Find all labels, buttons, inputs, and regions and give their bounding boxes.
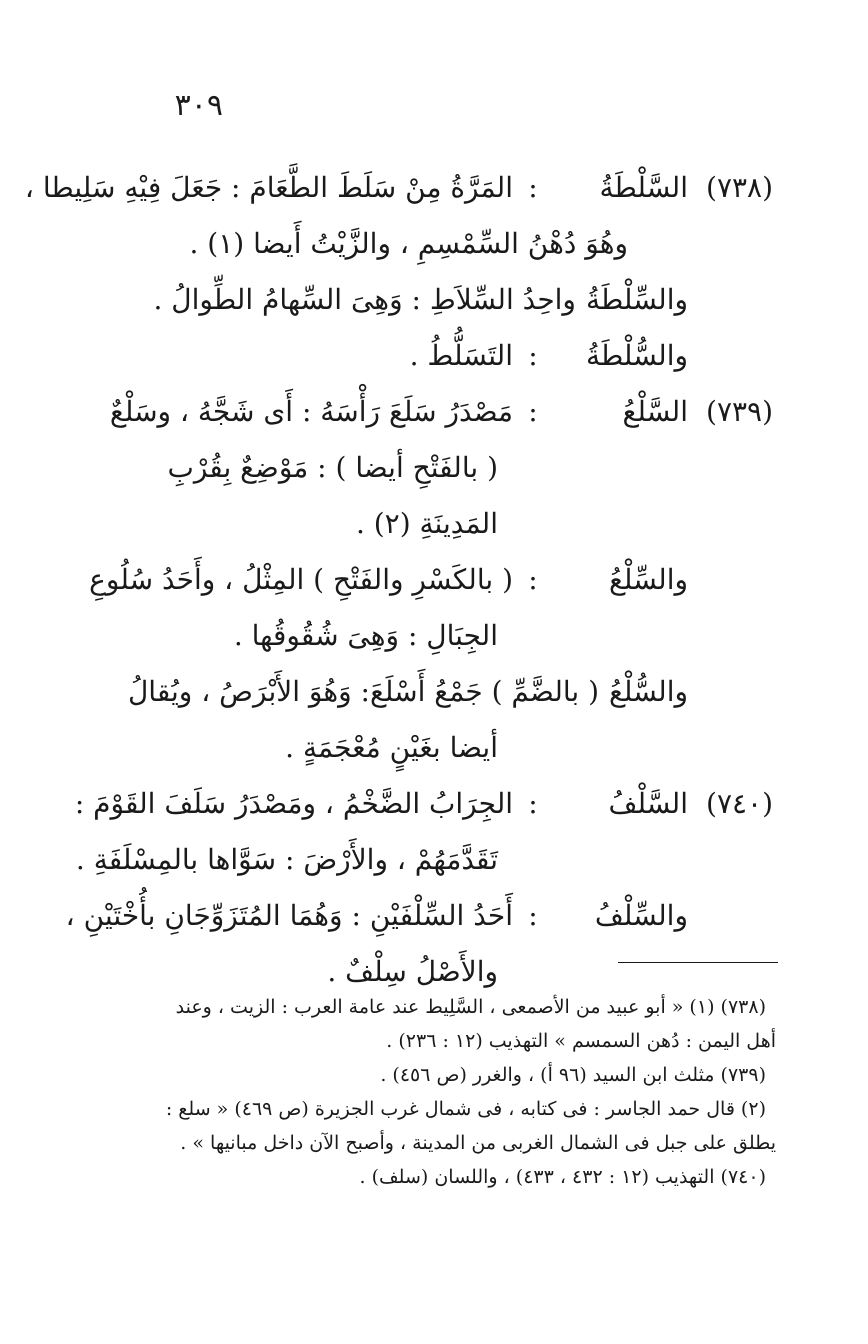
- entry-headword: والسُّلْطَةُ: [585, 339, 688, 372]
- entry-separator: :: [528, 899, 538, 932]
- entry-continuation: والأَصْلُ سِلْفٌ .: [327, 955, 498, 988]
- entry-continuation: وهُوَ دُهْنُ السِّمْسِمِ ، والزَّيْتُ أَيضا (١) .: [189, 227, 628, 260]
- entry-continuation: أيضا بغَيْنٍ مُعْجَمَةٍ .: [285, 731, 498, 764]
- entry-continuation: الجِبَالِ : وَهِىَ شُقُوقُها .: [233, 619, 498, 652]
- footnote-line: (٧٤٠) التهذيب (١٢ : ٤٣٢ ، ٤٣٣) ، واللسان (سلف) .: [359, 1166, 766, 1188]
- entry-740-subentry: [65, 888, 773, 1000]
- entry-definition: المَرَّةُ مِنْ سَلَطَ الطَّعَامَ : جَعَلَ فِيْهِ سَلِيطا ،: [24, 171, 513, 204]
- footnote-line: (٧٣٩) مثلث ابن السيد (٩٦ أ) ، والغرر (ص ٤٥٦) .: [380, 1064, 766, 1086]
- entry-738-subentry: [83, 272, 773, 328]
- entry-definition: الجِرَابُ الضَّخْمُ ، ومَصْدَرُ سَلَفَ القَوْمَ :: [74, 787, 513, 820]
- entry-739: [83, 384, 773, 552]
- entry-definition: ( بالضَّمِّ ) جَمْعُ أَسْلَعَ: وَهُوَ الأَبْرَصُ ، ويُقالُ: [127, 675, 600, 708]
- dictionary-entries: [24, 160, 773, 1000]
- entry-739-subentry: [83, 664, 773, 776]
- entry-definition: واحِدُ السِّلاَطِ : وَهِىَ السِّهامُ الطِّوالُ .: [153, 283, 576, 316]
- entry-headword: والسِّلْعُ: [609, 563, 688, 596]
- page-number: ٣٠٩: [174, 88, 223, 123]
- footnote-line: أهل اليمن : دُهن السمسم » التهذيب (١٢ : ٢٣٦) .: [386, 1030, 776, 1052]
- footnote-line: (٧٣٨) (١) « أبو عبيد من الأصمعى ، السَّلِيط عند عامة العرب : الزيت ، وعند: [175, 996, 766, 1018]
- entry-definition: التَسَلُّطُ .: [409, 339, 513, 372]
- entry-continuation: تَقَدَّمَهُمْ ، والأَرْضَ : سَوَّاها بالمِسْلَفَةِ .: [75, 843, 498, 876]
- entry-separator: :: [528, 787, 538, 820]
- entry-separator: :: [528, 395, 538, 428]
- entry-headword: والسُّلْعُ: [609, 675, 688, 708]
- entry-738: [24, 160, 773, 272]
- entry-separator: :: [528, 171, 538, 204]
- entry-number: (٧٤٠): [706, 787, 773, 820]
- footnote-divider: [618, 962, 778, 963]
- entry-headword: السَّلْعُ: [622, 395, 688, 428]
- entry-definition: مَصْدَرُ سَلَعَ رَأْسَهُ : أَى شَجَّهُ ، وسَلْعٌ: [109, 395, 513, 428]
- footnotes: [86, 990, 776, 1194]
- entry-740: [74, 776, 773, 888]
- entry-headword: السَّلْطَةُ: [599, 171, 688, 204]
- entry-definition: ( بالكَسْرِ والفَتْحِ ) المِثْلُ ، وأَحَدُ سُلُوعِ: [89, 563, 513, 596]
- footnote-line: يطلق على جبل فى الشمال الغربى من المدينة ، وأصبح الآن داخل مبانيها » .: [180, 1132, 776, 1154]
- entry-continuation: ( بالفَتْحِ أيضا ) : مَوْضِعٌ بِقُرْبِ: [167, 451, 498, 484]
- entry-separator: :: [528, 339, 538, 372]
- entry-separator: :: [528, 563, 538, 596]
- entry-definition: أَحَدُ السِّلْفَيْنِ : وَهُمَا المُتَزَوِّجَانِ بأُخْتَيْنِ ،: [65, 899, 513, 932]
- entry-continuation: المَدِينَةِ (٢) .: [355, 507, 498, 540]
- entry-headword: السَّلْفُ: [608, 787, 688, 820]
- entry-number: (٧٣٨): [706, 171, 773, 204]
- entry-738-subentry: [83, 328, 773, 384]
- footnote-line: (٢) قال حمد الجاسر : فى كتابه ، فى شمال غرب الجزيرة (ص ٤٦٩) « سلع :: [165, 1098, 766, 1120]
- entry-headword: والسِّلْطَةُ: [585, 283, 688, 316]
- entry-number: (٧٣٩): [706, 395, 773, 428]
- entry-headword: والسِّلْفُ: [594, 899, 688, 932]
- entry-739-subentry: [83, 552, 773, 664]
